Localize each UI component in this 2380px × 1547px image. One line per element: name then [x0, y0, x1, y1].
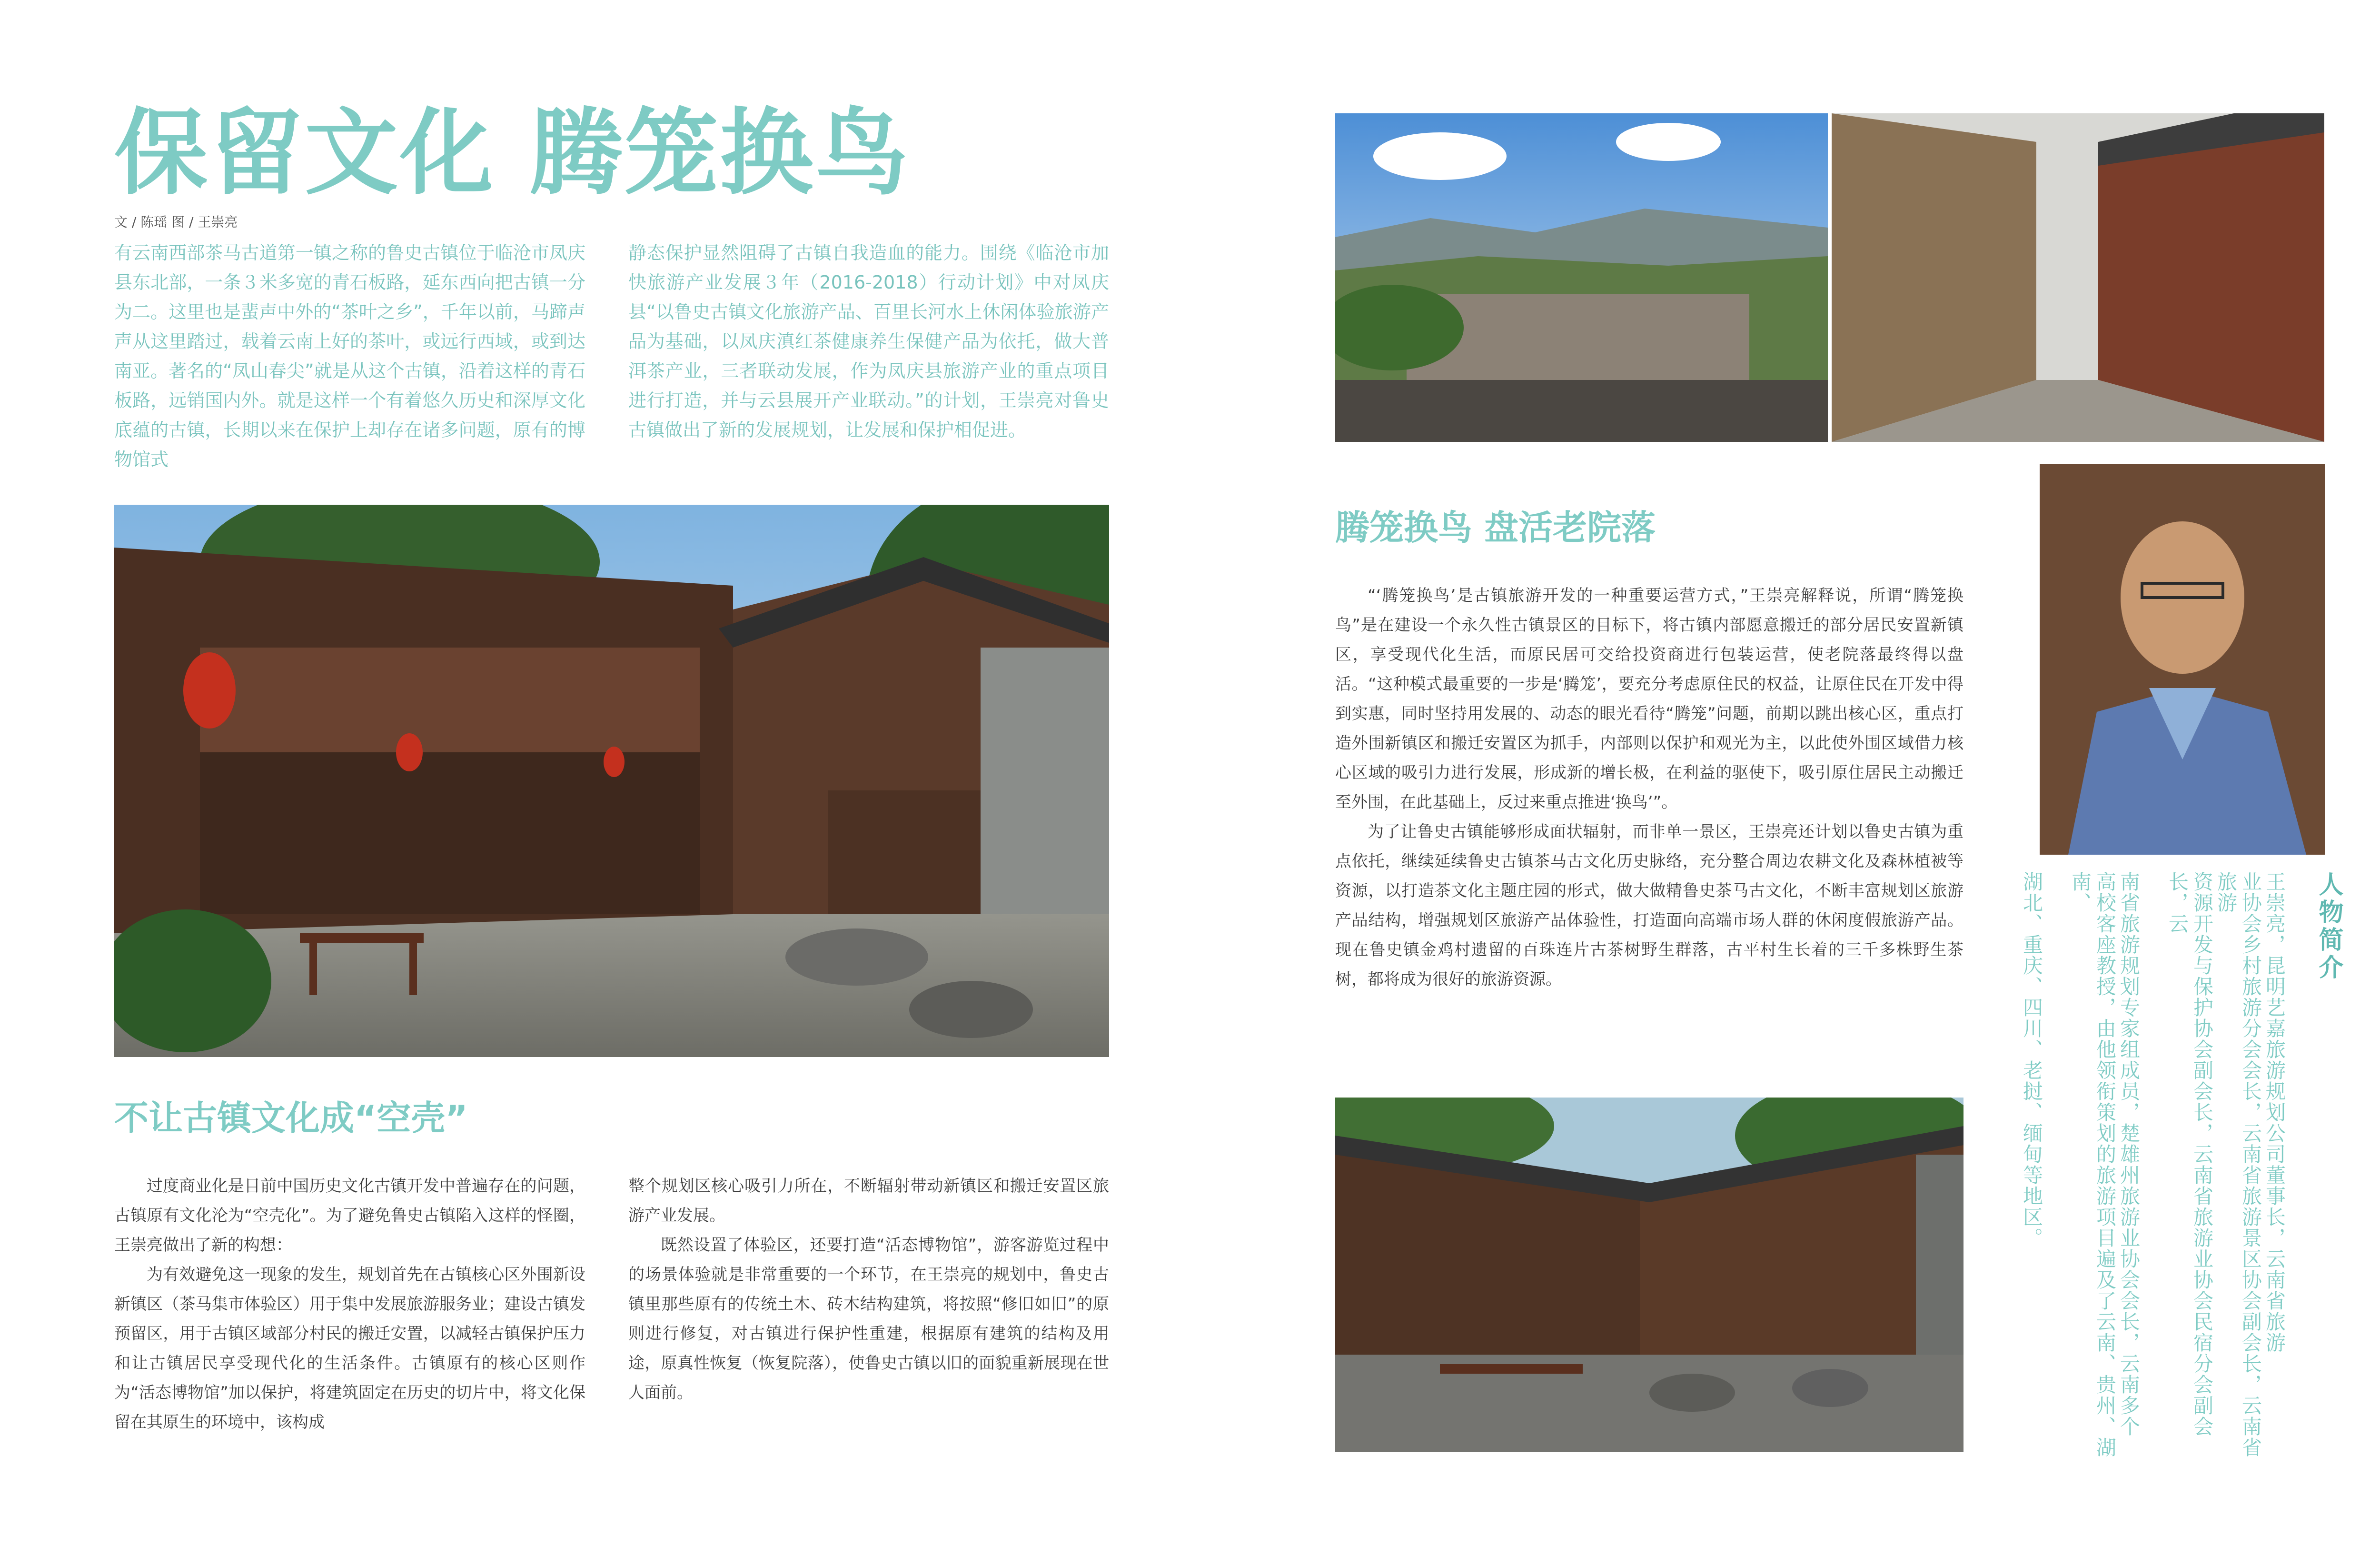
courtyard-photo-large — [114, 505, 1109, 1057]
section1-paragraph: 整个规划区核心吸引力所在，不断辐射带动新镇区和搬迁安置区旅游产业发展。 — [628, 1177, 1109, 1225]
section2-heading: 腾笼换鸟 盘活老院落 — [1335, 508, 1656, 548]
section2-paragraph: 为了让鲁史古镇能够形成面状辐射，而非单一景区，王崇亮还计划以鲁史古镇为重点依托，继续延续鲁史古镇茶马古文化历史脉络，充分整合周边农耕文化及森林植被等资源，以打造茶文化主题庄园的形式，做大做精鲁史茶马古文化，不断丰富规划区旅游产品结构，增强规划区旅游产品体验性，打造面向高端市场人群的休闲度假旅游产品。现在鲁史镇金鸡村遗留的百珠连片古茶树野生群落，古平村生长着的三千多株野生茶树，都将成为很好的旅游资源。 — [1335, 822, 1964, 989]
profile-column: 湖北、重庆、四川、老挝、缅甸等地区。 — [2020, 871, 2043, 1248]
profile-column: 王崇亮，昆明艺嘉旅游规划公司董事长，云南省旅游 — [2263, 871, 2286, 1353]
profile-column: 资源开发与保护协会副会长，云南省旅游业协会民宿分会副会长，云 — [2166, 871, 2214, 1437]
profile-column: 南省旅游规划专家组成员，楚雄州旅游业协会会长，云南多个 — [2117, 871, 2141, 1437]
section1-paragraph: 过度商业化是目前中国历史文化古镇开发中普遍存在的问题，古镇原有文化沦为“空壳化”。为了避免鲁史古镇陷入这样的怪圈，王崇亮做出了新的构想： — [114, 1177, 585, 1255]
section1-paragraph: 为有效避免这一现象的发生，规划首先在古镇核心区外围新设新镇区（茶马集市体验区）用于集中发展旅游服务业；建设古镇发预留区，用于古镇区域部分村民的搬迁安置，以减轻古镇保护压力和让古镇居民享受现代化的生活条件。古镇原有的核心区则作为“活态博物馆”加以保护，将建筑固定在历史的切片中，将文化保留在其原生的环境中，该构成 — [114, 1265, 585, 1432]
section2-paragraph: “‘腾笼换鸟’是古镇旅游开发的一种重要运营方式，”王崇亮解释说，所谓“腾笼换鸟”是在建设一个永久性古镇景区的目标下，将古镇内部愿意搬迁的部分居民安置新镇区，享受现代化生活，而原民居可交给投资商进行包装运营，使老院落最终得以盘活。“这种模式最重要的一步是‘腾笼’，要充分考虑原住民的权益，让原住民在开发中得到实惠，同时坚持用发展的、动态的眼光看待“腾笼”问题，前期以跳出核心区，重点打造外围新镇区和搬迁安置区为抓手，内部则以保护和观光为主，以此使外围区域借力核心区域的吸引力进行发展，形成新的增长极，在利益的驱使下，吸引原住居民主动搬迁至外围，在此基础上，反过来重点推进‘换鸟’”。 — [1335, 586, 1964, 812]
intro-text-1: 有云南西部茶马古道第一镇之称的鲁史古镇位于临沧市凤庆县东北部，一条３米多宽的青石板路，延东西向把古镇一分为二。这里也是蜚声中外的“茶叶之乡”，千年以前，马蹄声声从这里踏过，载着云南上好的茶叶，或远行西域，或到达南亚。著名的“凤山春尖”就是从这个古镇，沿着这样的青石板路，远销国内外。就是这样一个有着悠久历史和深厚文化底蕴的古镇，长期以来在保护上却存在诸多问题，原有的博物馆式 — [114, 242, 585, 470]
courtyard-photo-small — [1335, 1098, 1964, 1452]
profile-column: 高校客座教授，由他领衔策划的旅游项目遍及了云南、贵州、湖南、 — [2069, 871, 2117, 1458]
profile-title: 人物简介 — [2314, 871, 2343, 982]
section1-column-2 — [628, 1171, 1109, 1407]
old-alley-photo — [1832, 113, 2324, 442]
section2-body — [1335, 581, 1964, 994]
section1-heading: 不让古镇文化成“空壳” — [114, 1098, 468, 1138]
byline: 文 / 陈瑶 图 / 王崇亮 — [114, 214, 238, 230]
intro-column-1 — [114, 238, 585, 474]
section1-column-1 — [114, 1171, 585, 1437]
town-aerial-photo — [1335, 113, 1828, 442]
portrait-photo — [2040, 464, 2325, 855]
section1-paragraph: 既然设置了体验区，还要打造“活态博物馆”，游客游览过程中的场景体验就是非常重要的一个环节，在王崇亮的规划中，鲁史古镇里那些原有的传统土木、砖木结构建筑，将按照“修旧如旧”的原则进行修复，对古镇进行保护性重建，根据原有建筑的结构及用途，原真性恢复（恢复院落），使鲁史古镇以旧的面貌重新展现在世人面前。 — [628, 1236, 1109, 1402]
profile-column: 业协会乡村旅游分会会长，云南省旅游景区协会副会长，云南省旅游 — [2214, 871, 2262, 1458]
intro-column-2 — [628, 238, 1109, 445]
intro-text-2: 静态保护显然阻碍了古镇自我造血的能力。围绕《临沧市加快旅游产业发展３年（2016-2018）行动计划》中对凤庆县“以鲁史古镇文化旅游产品、百里长河水上休闲体验旅游产品为基础，以凤庆滇红茶健康养生保健产品为依托，做大普洱茶产业，三者联动发展，作为凤庆县旅游产业的重点项目进行打造，并与云县展开产业联动。”的计划，王崇亮对鲁史古镇做出了新的发展规划，让发展和保护相促进。 — [628, 242, 1109, 440]
article-title: 保留文化 腾笼换鸟 — [114, 99, 911, 208]
